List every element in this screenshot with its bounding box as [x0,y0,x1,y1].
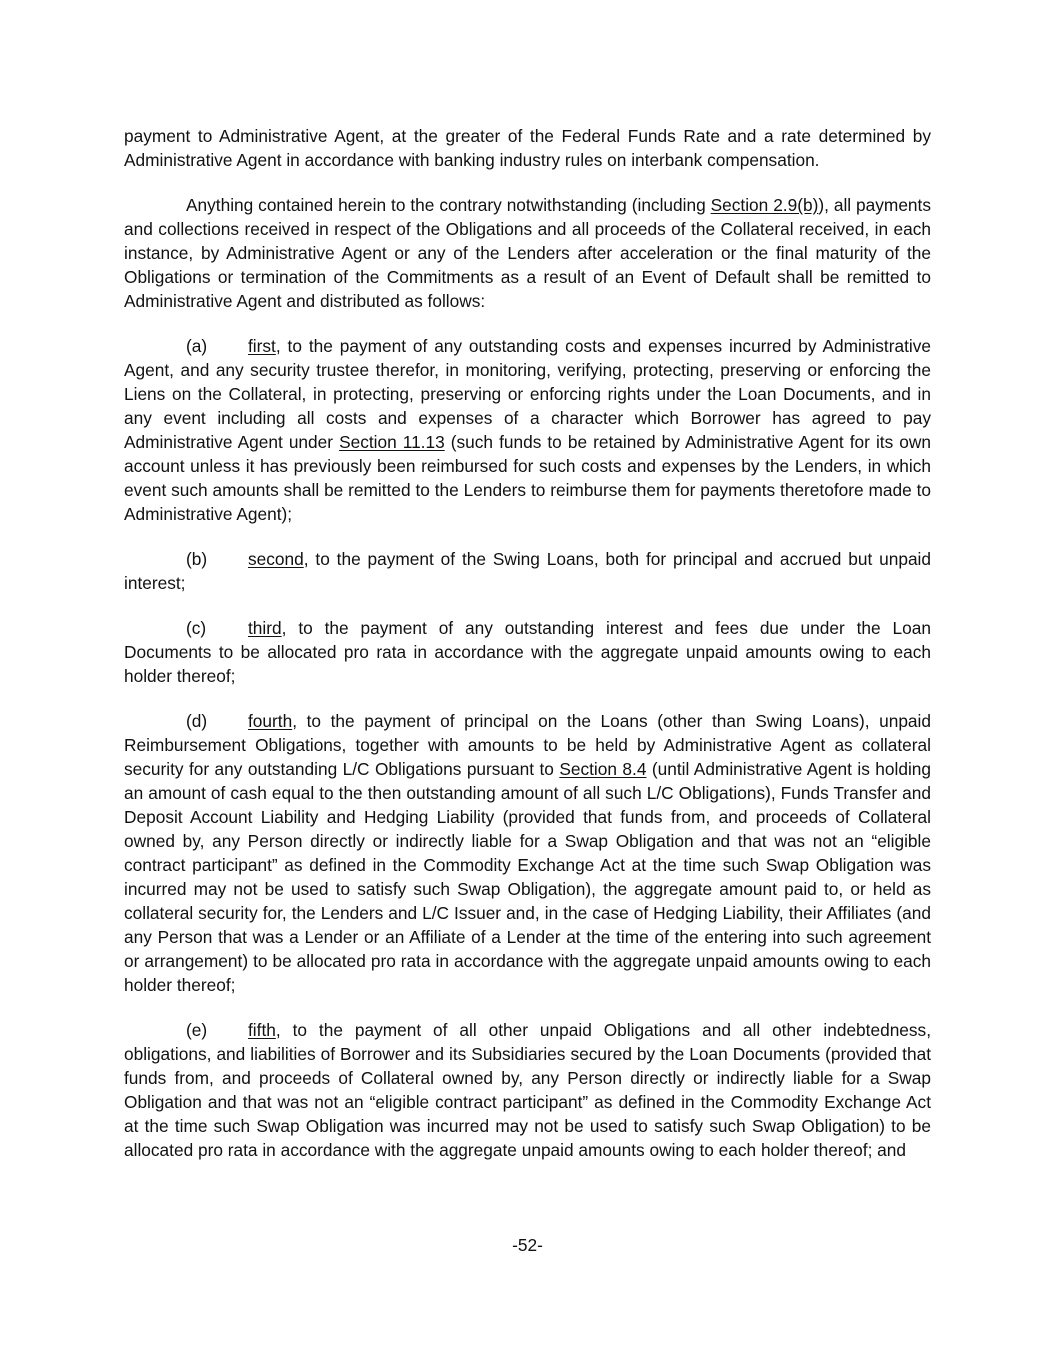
section-reference: Section 11.13 [339,432,445,452]
item-keyword: second [248,549,304,569]
document-page [124,124,931,1183]
item-text: , to the payment of the Swing Loans, both for principal and accrued but unpaid interest; [124,549,931,593]
paragraph-distribution-intro [124,193,931,313]
item-keyword: third [248,618,282,638]
item-text: , to the payment of any outstanding interest and fees due under the Loan Documents to be allocated pro rata in accordance with the aggregate unpaid amounts owing to each holder thereof; [124,618,931,686]
section-reference: Section 8.4 [559,759,647,779]
item-keyword: fifth [248,1020,276,1040]
paragraph-text: payment to Administrative Agent, at the greater of the Federal Funds Rate and a rate determined by Administrative Agent in accordance with banking industry rules on interbank compensation. [124,126,931,170]
item-text: , to the payment of all other unpaid Obligations and all other indebtedness, obligations, and liabilities of Borrower and its Subsidiaries secured by the Loan Documents (provided that funds from, and proceeds of Collateral owned by, any Person directly or indirectly liable for a Swap Obligation and that was not an “eligible contract participant” as defined in the Commodity Exchange Act at the time such Swap Obligation was incurred may not be used to satisfy such Swap Obligation) to be allocated pro rata in accordance with the aggregate unpaid amounts owing to each holder thereof; and [124,1020,931,1160]
item-keyword: first [248,336,276,356]
list-item-a [124,334,931,526]
item-text: (until Administrative Agent is holding an amount of cash equal to the then outstanding amount of all such L/C Obligations), Funds Transfer and Deposit Account Liability and Hedging Liability (provided that funds from, and proceeds of Collateral owned by, any Person directly or indirectly liable for a Swap Obligation and that was not an “eligible contract participant” as defined in the Commodity Exchange Act at the time such Swap Obligation was incurred may not be used to satisfy such Swap Obligation), the aggregate amount paid to, or held as collateral security for, the Lenders and L/C Issuer and, in the case of Hedging Liability, their Affiliates (and any Person that was a Lender or an Affiliate of a Lender at the time of the entering into such agreement or arrangement) to be allocated pro rata in accordance with the aggregate unpaid amounts owing to each holder thereof; [124,759,932,995]
item-label: (c) [186,618,207,638]
list-item-e [124,1018,931,1162]
item-label: (a) [186,336,208,356]
section-reference: Section 2.9(b) [710,195,819,215]
list-item-b [124,547,931,595]
list-item-c [124,616,931,688]
item-label: (e) [186,1020,208,1040]
page-number: -52- [512,1235,543,1255]
paragraph-text: Anything contained herein to the contrary notwithstanding (including [186,195,711,215]
item-text: , to the payment of any outstanding costs and expenses incurred by Administrative Agent, and any security trustee therefor, in monitoring, verifying, protecting, preserving or enforcing the Liens on the Collateral, in protecting, preserving or enforcing rights under the Loan Documents, and in any event including all costs and expenses of a character which Borrower has agreed to pay Administrative Agent under [124,336,931,452]
paragraph-continuation [124,124,931,172]
item-text: (such funds to be retained by Administrative Agent for its own account unless it has previously been reimbursed for such costs and expenses by the Lenders, in which event such amounts shall be remitted to the Lenders to reimburse them for payments theretofore made to Administrative Agent); [124,432,931,524]
item-text: , to the payment of principal on the Loans (other than Swing Loans), unpaid Reimbursement Obligations, together with amounts to be held by Administrative Agent as collateral security for any outstanding L/C Obligations pursuant to [124,711,931,779]
list-item-d [124,709,931,997]
item-label: (d) [186,711,208,731]
paragraph-text: ), all payments and collections received in respect of the Obligations and all proceeds of the Collateral received, in each instance, by Administrative Agent or any of the Lenders after acceleration or the final maturity of the Obligations or termination of the Commitments as a result of an Event of Default shall be remitted to Administrative Agent and distributed as follows: [124,195,931,311]
item-keyword: fourth [248,711,293,731]
item-label: (b) [186,549,208,569]
